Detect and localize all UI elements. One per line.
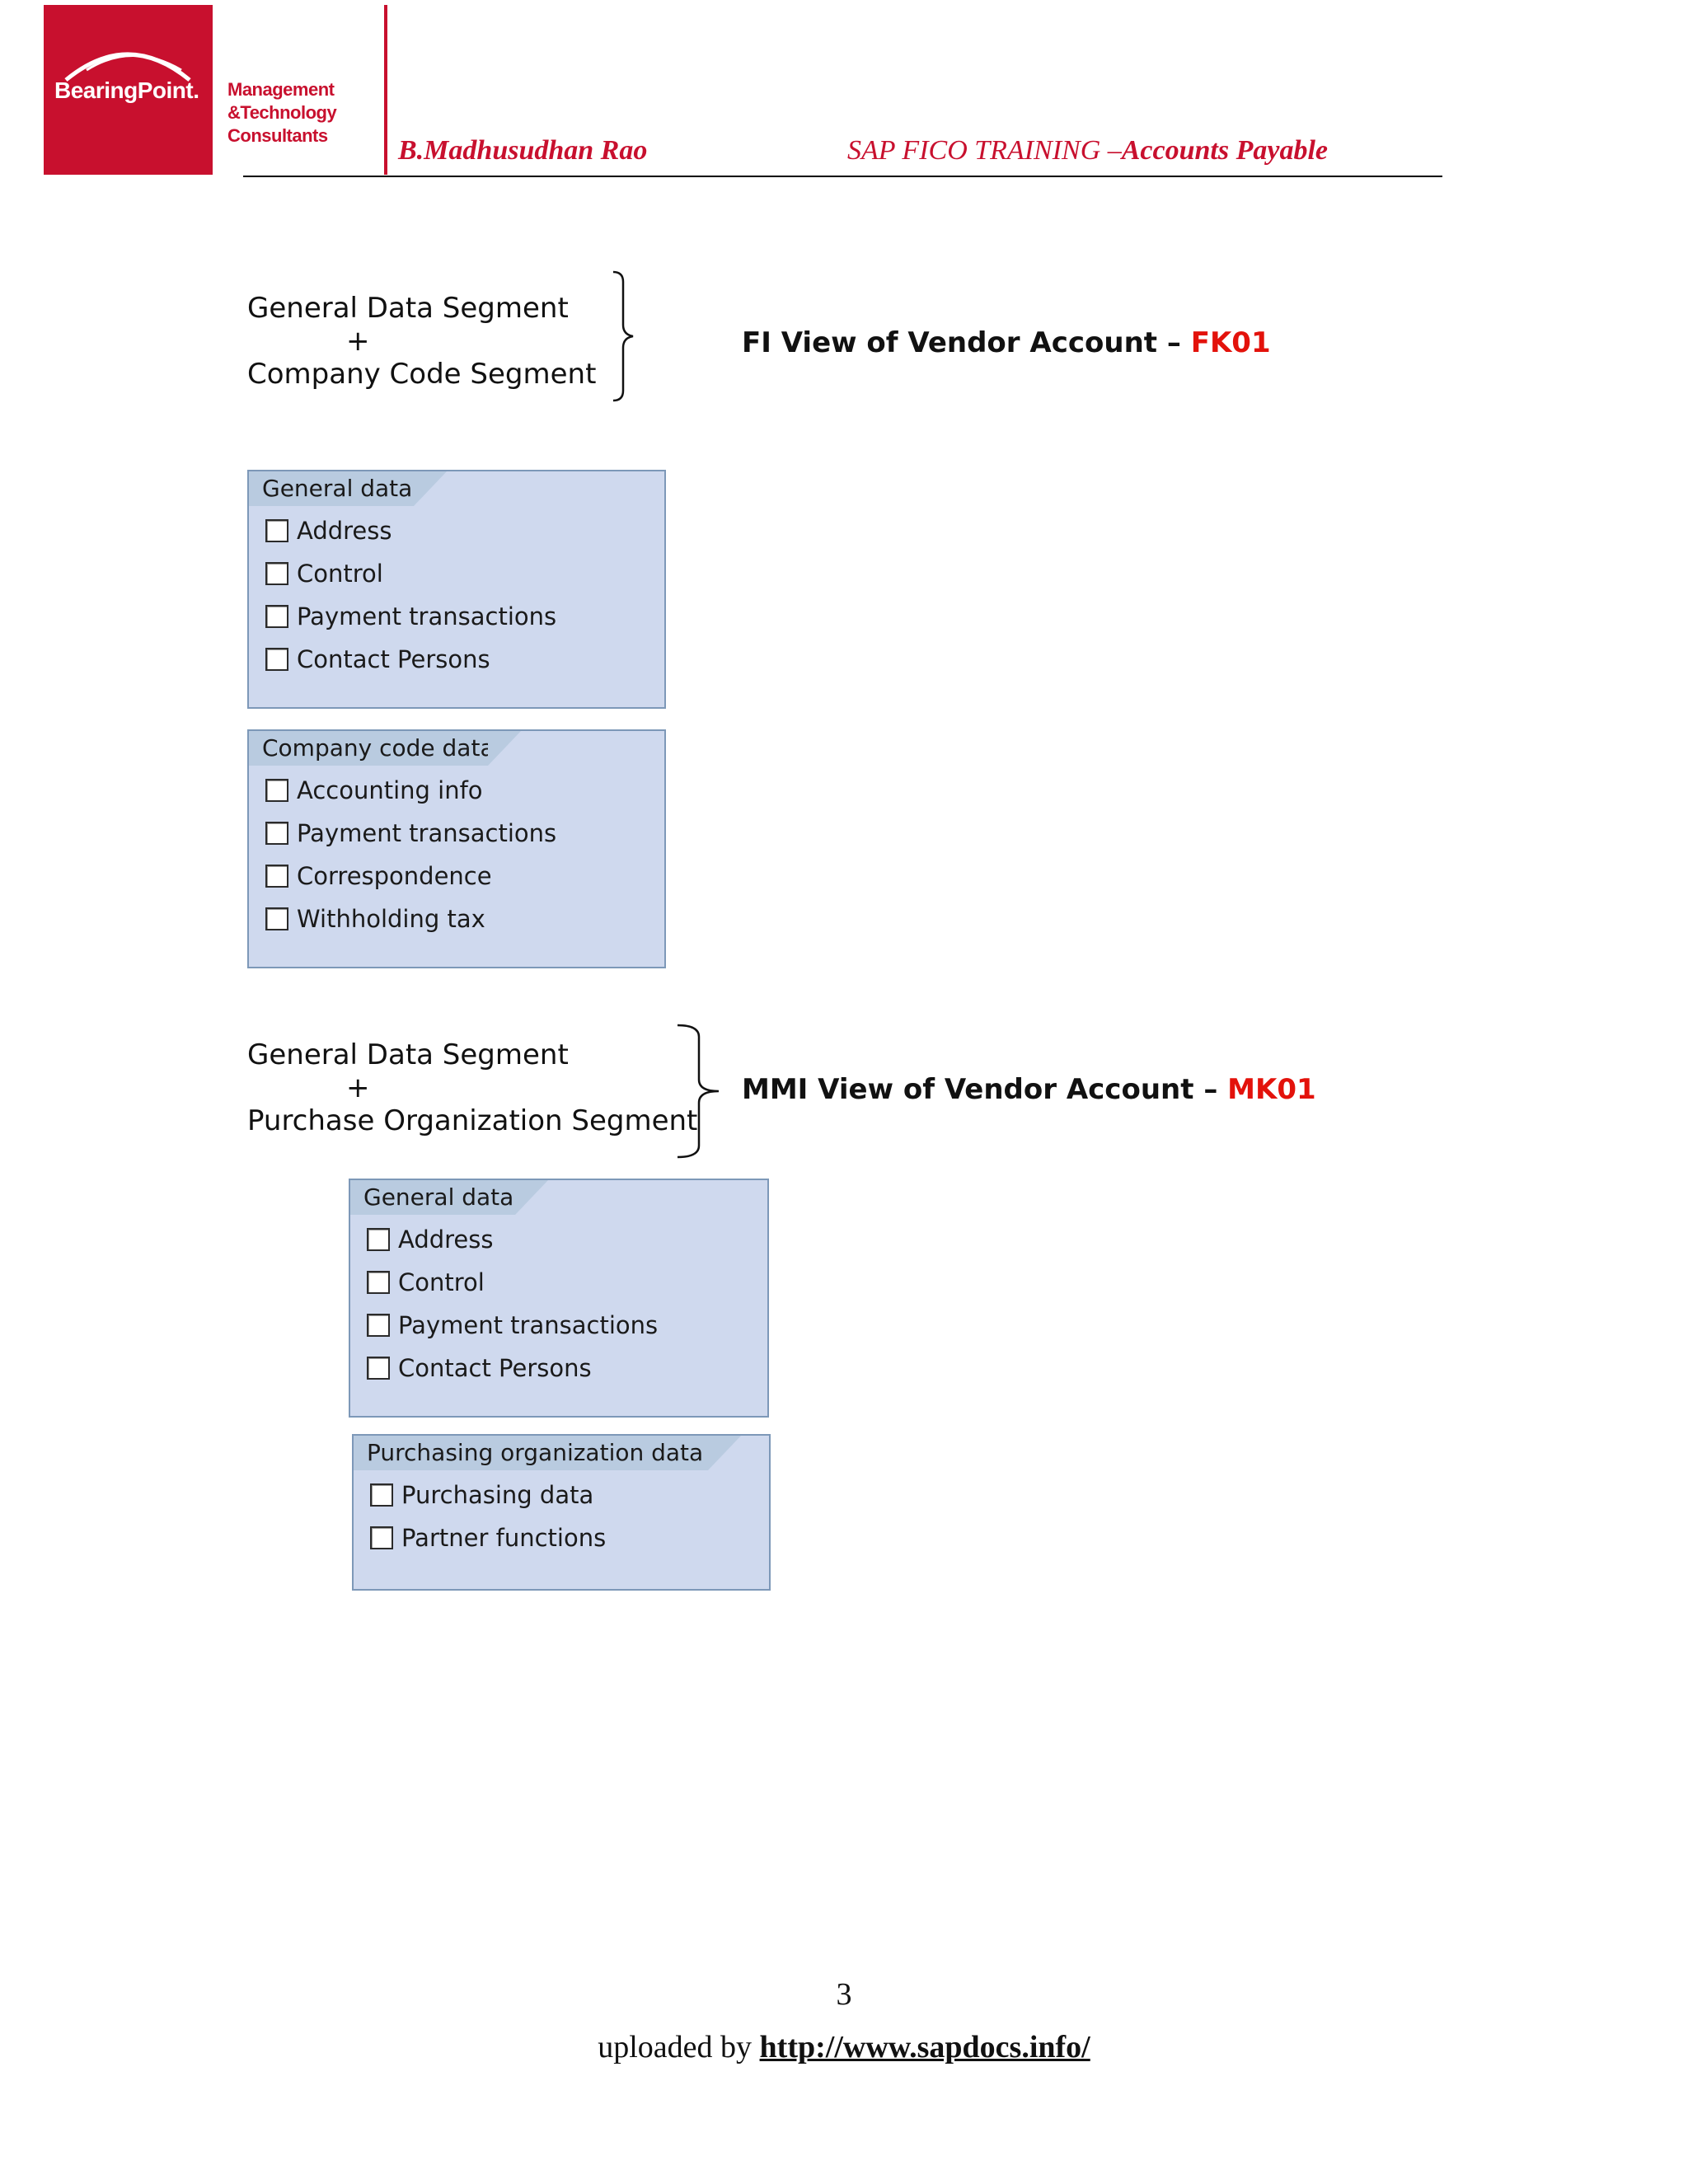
- checkbox-icon[interactable]: [265, 907, 288, 930]
- checkbox-accounting-info[interactable]: [265, 774, 483, 807]
- checkbox-label: Address: [398, 1226, 494, 1254]
- checkbox-label: Control: [398, 1268, 485, 1296]
- checkbox-label: Correspondence: [297, 862, 492, 890]
- mm-general-data-panel: [349, 1179, 769, 1418]
- fi-brace-icon: [610, 270, 643, 402]
- checkbox-icon[interactable]: [265, 865, 288, 888]
- panel-title: General data: [249, 471, 414, 506]
- checkbox-partner-functions[interactable]: [370, 1521, 606, 1554]
- checkbox-icon[interactable]: [265, 822, 288, 845]
- fi-segment-plus: +: [346, 325, 370, 358]
- course-topic: Accounts Payable: [1121, 135, 1329, 166]
- logo-tagline-3: Consultants: [227, 125, 328, 146]
- checkbox-correspondence[interactable]: [265, 860, 492, 893]
- checkbox-payment-transactions[interactable]: [265, 600, 556, 633]
- footer-text: uploaded by: [598, 2030, 760, 2064]
- checkbox-label: Accounting info: [297, 776, 483, 804]
- checkbox-withholding-tax[interactable]: [265, 902, 485, 935]
- panel-title: Company code data: [249, 731, 488, 766]
- checkbox-contact-persons[interactable]: [367, 1352, 592, 1385]
- checkbox-label: Partner functions: [401, 1524, 607, 1552]
- logo-brand-text: BearingPoint.: [54, 77, 199, 103]
- checkbox-label: Payment transactions: [297, 819, 557, 847]
- checkbox-icon[interactable]: [367, 1271, 390, 1294]
- checkbox-contact-persons[interactable]: [265, 643, 490, 676]
- footer-uploaded-by: [0, 2029, 1688, 2065]
- fi-company-code-panel: [247, 729, 666, 968]
- checkbox-icon[interactable]: [265, 605, 288, 628]
- panel-title: General data: [350, 1180, 515, 1215]
- fi-transaction-code: FK01: [1190, 326, 1271, 359]
- fi-general-data-panel: [247, 470, 666, 709]
- checkbox-label: Purchasing data: [401, 1481, 594, 1509]
- mm-segment-line2: Purchase Organization Segment: [247, 1104, 698, 1137]
- checkbox-control[interactable]: [367, 1266, 485, 1299]
- checkbox-icon[interactable]: [370, 1483, 393, 1507]
- checkbox-label: Withholding tax: [297, 905, 485, 933]
- checkbox-label: Control: [297, 560, 383, 588]
- fi-segment-line2: Company Code Segment: [247, 358, 597, 391]
- mm-view-text: MMI View of Vendor Account –: [742, 1073, 1218, 1106]
- course-title: [847, 135, 1328, 166]
- checkbox-label: Payment transactions: [297, 602, 557, 630]
- checkbox-address[interactable]: [265, 514, 392, 547]
- checkbox-address[interactable]: [367, 1223, 494, 1256]
- fi-view-text: FI View of Vendor Account –: [742, 326, 1181, 359]
- fi-view-label: [742, 326, 1271, 359]
- checkbox-icon[interactable]: [265, 519, 288, 542]
- checkbox-label: Payment transactions: [398, 1311, 659, 1339]
- checkbox-label: Contact Persons: [398, 1354, 592, 1382]
- page-number: 3: [836, 1977, 852, 2012]
- checkbox-payment-transactions[interactable]: [367, 1309, 658, 1342]
- checkbox-icon[interactable]: [265, 562, 288, 585]
- checkbox-payment-transactions[interactable]: [265, 817, 556, 850]
- logo-tagline-1: Management: [227, 79, 335, 100]
- checkbox-icon[interactable]: [265, 779, 288, 802]
- mm-segment-plus: +: [346, 1071, 370, 1104]
- header-divider-vertical: [384, 5, 387, 175]
- checkbox-purchasing-data[interactable]: [370, 1479, 593, 1511]
- footer-link[interactable]: http://www.sapdocs.info/: [759, 2030, 1090, 2064]
- mm-view-label: [742, 1073, 1316, 1106]
- checkbox-icon[interactable]: [367, 1314, 390, 1337]
- fi-segment-line1: General Data Segment: [247, 292, 569, 325]
- checkbox-icon[interactable]: [370, 1526, 393, 1549]
- mm-purchasing-org-panel: [352, 1434, 771, 1591]
- checkbox-icon[interactable]: [367, 1357, 390, 1380]
- checkbox-label: Contact Persons: [297, 645, 490, 673]
- panel-title: Purchasing organization data: [354, 1436, 708, 1470]
- mm-transaction-code: MK01: [1227, 1073, 1316, 1106]
- course-prefix: SAP FICO TRAINING –: [847, 135, 1122, 166]
- mm-brace-icon: [674, 1022, 724, 1160]
- checkbox-label: Address: [297, 517, 392, 545]
- checkbox-icon[interactable]: [265, 648, 288, 671]
- mm-segment-line1: General Data Segment: [247, 1038, 569, 1071]
- checkbox-control[interactable]: [265, 557, 383, 590]
- header-divider-horizontal: [243, 176, 1442, 177]
- checkbox-icon[interactable]: [367, 1228, 390, 1251]
- logo-tagline-2: &Technology: [227, 102, 337, 123]
- author-name: B.Madhusudhan Rao: [398, 135, 648, 166]
